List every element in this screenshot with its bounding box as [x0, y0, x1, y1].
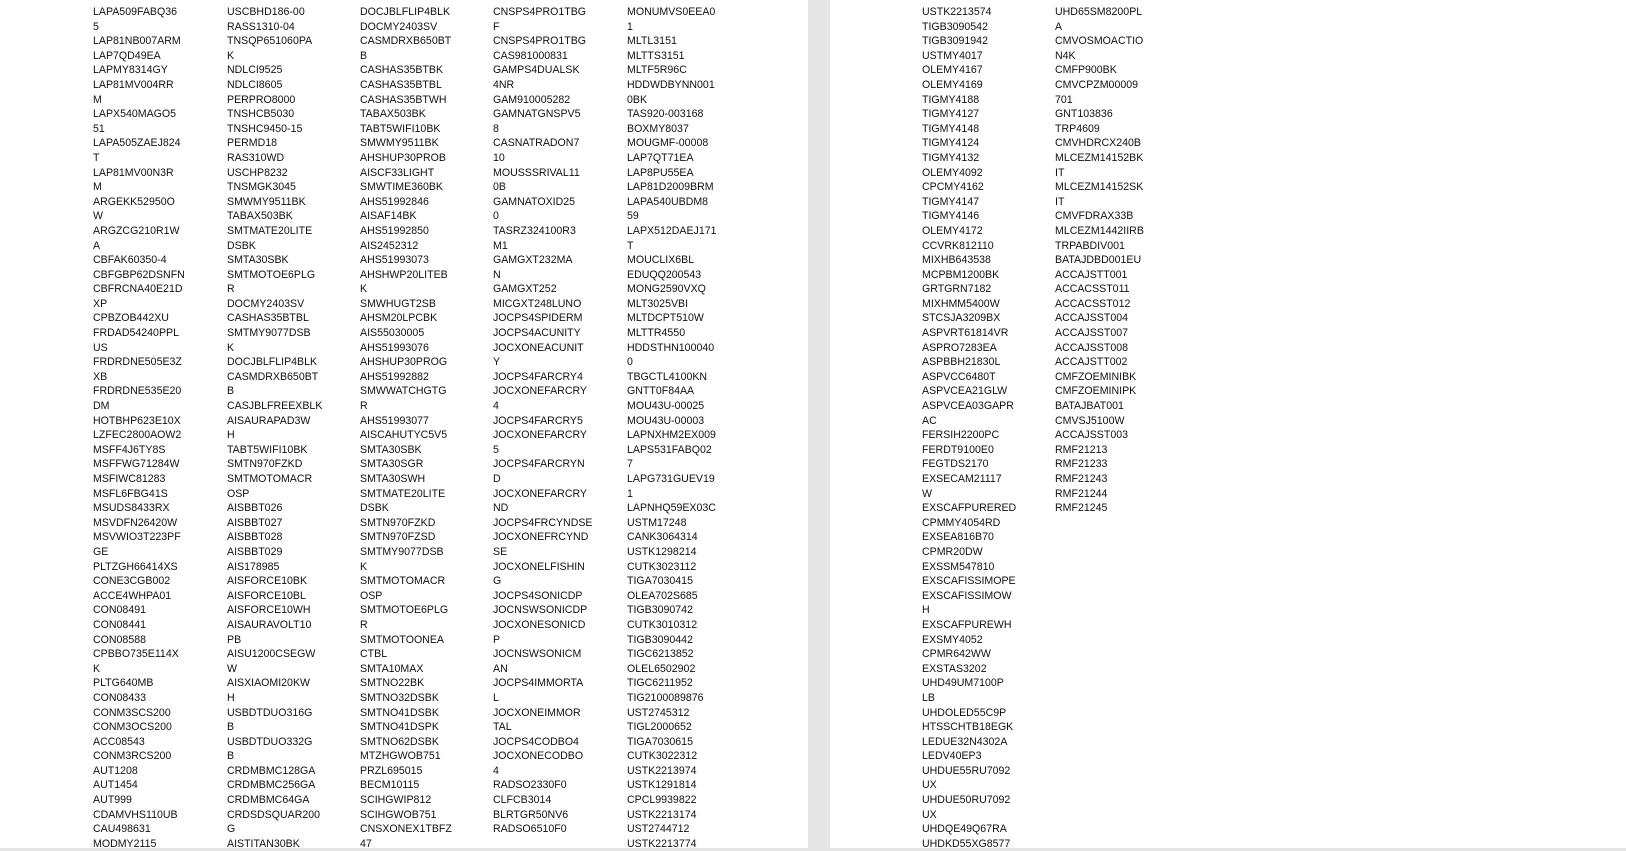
code-column-2: USCBHD186-00 RASS1310-04 TNSQP651060PA K NDLCI9525 NDLCI8605 PERPRO8000 TNSHCB5030 TNSHC9450-15 PERMD18 RAS310WD USCHP8232 TNSMGK3045 SMWMY9511BK TABAX503BK SMTMATE20LITE DSBK SMTA30SBK SMTMOTOE6PLG R DOCMY2403SV CASHAS35BTBL SMTMY9077DSB K DOCJBLFLIP4BLK CASMDRXB650BT B CASJBLFREEXBLK AISAURAPAD3W H TABT5WIFI10BK SMTN970FZKD SMTMOTOMACR OSP AISBBT026 AISBBT027 AISBBT028 AISBBT029 AIS178985 AISFORCE10BK AISFORCE10BL AISFORCE10WH AISAURAVOLT10 PB AISU1200CSEGW W AISXIAOMI20KW H USBDTDUO316G B USBDTDUO332G B CRDMBMC128GA CRDMBMC256GA CRDMBMC64GA CRDSDSQUAR200 G AISTITAN30BK [227, 6, 323, 850]
code-column-4: CNSPS4PRO1TBG F CNSPS4PRO1TBG CAS981000831 GAMPS4DUALSK 4NR GAM910005282 GAMNATGNSPV5 8 CASNATRADON7 10 MOUSSSRIVAL11 0B GAMNATOXID25 0 TASRZ324100R3 M1 GAMGXT232MA N GAMGXT252 MICGXT248LUNO JOCPS4SPIDERM JOCPS4ACUNITY JOCXONEACUNIT Y JOCPS4FARCRY4 JOCXONEFARCRY 4 JOCPS4FARCRY5 JOCXONEFARCRY 5 JOCPS4FARCRYN D JOCXONEFARCRY ND JOCPS4FRCYNDSE JOCXONEFRCYND SE JOCXONELFISHIN G JOCPS4SONICDP JOCNSWSONICDP JOCXONESONICD P JOCNSWSONICM AN JOCPS4IMMORTA L JOCXONEIMMOR TAL JOCPS4CODBO4 JOCXONECODBO 4 RADSO2330F0 CLFCB3014 BLRTGR50NV6 RADSO6510F0 [493, 6, 593, 836]
code-column-1: LAPA509FABQ36 5 LAP81NB007ARM LAP7QD49EA LAPMY8314GY LAP81MV004RR M LAPX540MAGO5 51 LAPA505ZAEJ824 T LAP81MV00N3R M ARGEKK52950O W ARGZCG210R1W A CBFAK60350-4 CBFGBP62DSNFN CBFRCNA40E21D XP CPBZOB442XU FRDAD54240PPL US FRDRDNE505E3Z XB FRDRDNE535E20 DM HOTBHP623E10X LZFEC2800AOW2 MSFF4J6TY8S MSFFWG71284W MSFIWC81283 MSFL6FBG41S MSUDS8433RX MSVDFN26420W MSVWIO3T223PF GE PLTZGH66414XS CONE3CGB002 ACCE4WHPA01 CON08491 CON08441 CON08588 CPBBO735E114X K PLTG640MB CON08433 CONM3SCS200 CONM3OCS200 ACC08543 CONM3RCS200 AUT1208 AUT1454 AUT999 CDAMVHS110UB CAU498631 MODMY2115 [93, 6, 185, 850]
code-column-6: USTK2213574 TIGB3090542 TIGB3091942 USTMY4017 OLEMY4167 OLEMY4169 TIGMY4188 TIGMY4127 TIGMY4148 TIGMY4124 TIGMY4132 OLEMY4092 CPCMY4162 TIGMY4147 TIGMY4146 OLEMY4172 CCVRK812110 MIXHB643538 MCPBM1200BK GRTGRN7182 MIXHMM5400W STCSJA3209BX ASPVRT61814VR ASPRO7283EA ASPBBH21830L ASPVCC6480T ASPVCEA21GLW ASPVCEA03GAPR AC FERSIH2200PC FERDT9100E0 FEGTDS2170 EXSECAM21117 W EXSCAFPURERED CPMMY4054RD EXSEA816B70 CPMR20DW EXSSM547810 EXSCAFISSIMOPE EXSCAFISSIMOW H EXSCAFPUREWH EXSMY4052 CPMR642WW EXSTAS3202 UHD49UM7100P LB UHDOLED55C9P HTSSCHTB18EGK LEDUE32N4302A LEDV40EP3 UHDUE55RU7092 UX UHDUE50RU7092 UX UHDQE49Q67RA UHDKD55XG8577 [922, 6, 1017, 850]
code-column-7: UHD65SM8200PL A CMVOSMOACTIO N4K CMFP900BK CMVCPZM00009 701 GNT103836 TRP4609 CMVHDRCX240B MLCEZM14152BK IT MLCEZM14152SK IT CMVFDRAX33B MLCEZM1442IIRB TRPABDIV001 BATAJDBD001EU ACCAJSTT001 ACCACSST011 ACCACSST012 ACCAJSST004 ACCAJSST007 ACCAJSST008 ACCAJSTT002 CMFZOEMINIBK CMFZOEMINIPK BATAJBAT001 CMVSJ5100W ACCAJSST003 RMF21213 RMF21233 RMF21243 RMF21244 RMF21245 [1055, 6, 1144, 515]
code-column-3: DOCJBLFLIP4BLK DOCMY2403SV CASMDRXB650BT B CASHAS35BTBK CASHAS35BTBL CASHAS35BTWH TABAX503BK TABT5WIFI10BK SMWMY9511BK AHSHUP30PROB AISCF33LIGHT SMWTIME360BK AHS51992846 AISAF14BK AHS51992850 AIS2452312 AHS51993073 AHSHWP20LITEB K SMWHUGT2SB AHSM20LPCBK AIS55030005 AHS51993076 AHSHUP30PROG AHS51992882 SMWWATCHGTG R AHS51993077 AISCAHUTYC5V5 SMTA30SBK SMTA30SGR SMTA30SWH SMTMATE20LITE DSBK SMTN970FZKD SMTN970FZSD SMTMY9077DSB K SMTMOTOMACR OSP SMTMOTOE6PLG R SMTMOTOONEA CTBL SMTA10MAX SMTNO22BK SMTNO32DSBK SMTNO41DSBK SMTNO41DSPK SMTNO62DSBK MTZHGWOB751 PRZL695015 BECM10115 SCIHGWIP812 SCIHGWOB751 CNSXONEX1TBFZ 47 [360, 6, 452, 850]
right-page [830, 0, 1626, 848]
code-column-5: MONUMVS0EEA0 1 MLTL3151 MLTTS3151 MLTF5R96C HDDWDBYNN001 0BK TAS920-003168 BOXMY8037 MOUGMF-00008 LAP7QT71EA LAP8PU55EA LAP81D2009BRM LAPA540UBDM8 59 LAPX512DAEJ171 T MOUCLIX6BL EDUQQ200543 MONG2590VXQ MLT3025VBI MLTDCPT510W MLTTR4550 HDDSTHN100040 0 TBGCTL4100KN GNTT0F84AA MOU43U-00025 MOU43U-00003 LAPNXHM2EX009 LAPS531FABQ02 7 LAPG731GUEV19 1 LAPNHQ59EX03C USTM17248 CANK3064314 USTK1298214 CUTK3023112 TIGA7030415 OLEA702S685 TIGB3090742 CUTK3010312 TIGB3090442 TIGC6213852 OLEL6502902 TIGC6211952 TIG2100089876 UST2745312 TIGL2000652 TIGA7030615 CUTK3022312 USTK2213974 USTK1291814 CPCL9939822 USTK2213174 UST2744712 USTK2213774 [627, 6, 717, 850]
left-page [0, 0, 808, 848]
